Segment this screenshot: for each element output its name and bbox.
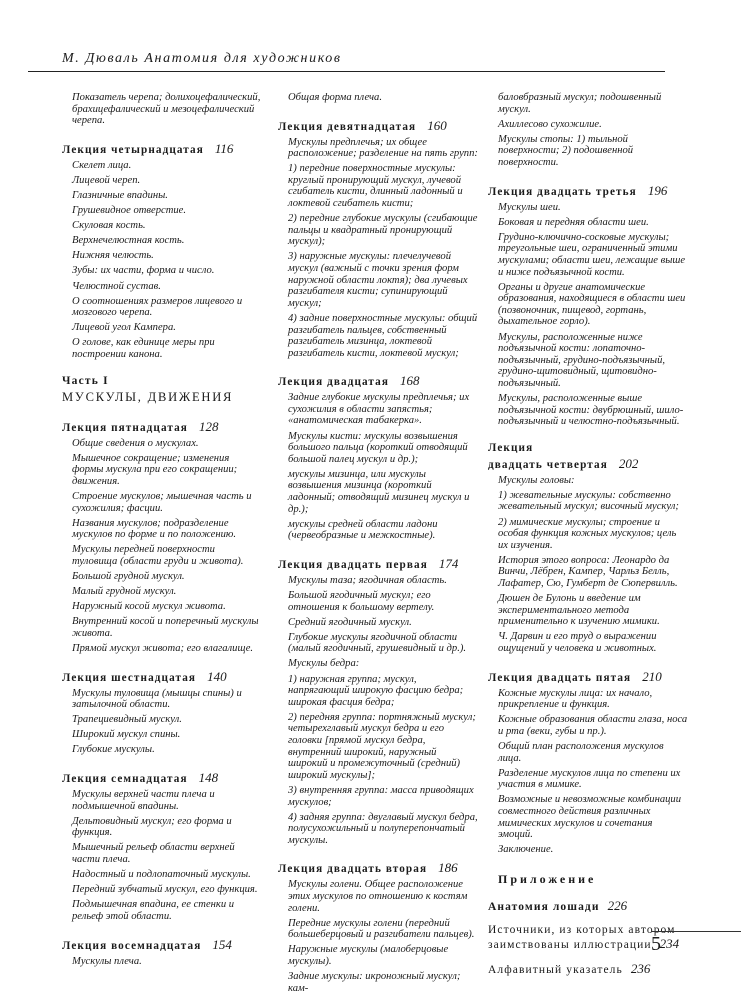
lecture-page-number: 174: [438, 555, 459, 571]
toc-entry: Заключение.: [498, 844, 554, 856]
toc-entry: Мускулы, расположенные ниже подъязычной кости: лопаточно-подъязычный, грудино-подъязычный, грудино-щитовидный, щитовидно-подъязычный.: [498, 331, 666, 389]
toc-entry: 4) задние поверхностные мускулы: общий разгибатель пальцев, собственный разгибатель мизинца, локтевой разгибатель кисти, локтевой мускул;: [288, 312, 478, 359]
toc-entry: Боковая и передняя области шеи.: [498, 216, 649, 228]
toc-entry: Зубы: их части, форма и число.: [72, 265, 215, 277]
lecture-page-number: 140: [207, 668, 227, 684]
toc-entry: Лицевой угол Кампера.: [72, 322, 176, 334]
toc-entry: Мускулы голени. Общее расположение этих мускулов по отношению к костям голени.: [288, 879, 468, 914]
appendix-title: Приложение: [498, 871, 597, 886]
lecture-20: [278, 373, 478, 542]
toc-entry: Верхнечелюстная кость.: [72, 235, 185, 247]
lecture-17: [62, 770, 262, 922]
appendix-label: Источники, из которых автором заимствованы иллюстрации: [488, 923, 676, 951]
toc-entry: Малый грудной мускул.: [72, 586, 177, 598]
toc-entry: Передние мускулы голени (передний большеберцовый и разгибатели пальцев).: [288, 917, 475, 941]
toc-entry: Дельтовидный мускул; его форма и функция.: [72, 815, 232, 839]
lecture-title: Лекция двадцатая: [278, 376, 389, 389]
toc-entry: Прямой мускул живота; его влагалище.: [72, 643, 254, 654]
toc-entry: Органы и другие анатомические образования, находящиеся в области шеи (позвоночник, пищевод, гортань, дыхательное горло).: [498, 281, 686, 328]
toc-entry: 1) наружная группа; мускул, напрягающий широкую фасцию бедра; широкая фасция бедра;: [288, 673, 464, 708]
lecture-title: Лекция двадцать первая: [278, 558, 428, 571]
lecture-title: Лекция двадцать пятая: [488, 671, 632, 684]
toc-entry: Мускулы, расположенные выше подъязычной кости: двубрюшный, шило-подъязычный и челюстно-подъязычный.: [498, 392, 684, 428]
toc-entry: Подмышечная впадина, ее стенки и рельеф этой области.: [72, 899, 235, 922]
lecture-18: [62, 937, 262, 968]
toc-entry: Глубокие мускулы.: [72, 744, 155, 756]
toc-entry: Показатель черепа; долихоцефалический, брахицефалический и мезоцефалический черепа.: [72, 92, 261, 127]
lecture-heading: [62, 770, 262, 786]
toc-entry: Мышечное сокращение; изменения формы мускула при его сокращении; движения.: [72, 452, 238, 487]
appendix-page-number: 226: [607, 897, 628, 913]
toc-entry: Наружный косой мускул живота.: [72, 601, 226, 613]
toc-entry: Разделение мускулов лица по степени их участия в мимике.: [498, 767, 681, 791]
lecture-heading: [488, 456, 688, 472]
toc-entry: Общие сведения о мускулах.: [72, 437, 199, 449]
lecture-heading: [278, 118, 478, 134]
toc-entry: Грудино-ключично-сосковые мускулы; треугольные шеи, ограниченный этими мускулами; области шеи, лежащие выше и ниже подъязычной кости.: [498, 231, 686, 278]
toc-entry: Челюстной сустав.: [72, 280, 161, 292]
appendix-entry: [488, 962, 688, 977]
toc-entry: Мускулы верхней части плеча и подмышечной впадины.: [72, 789, 215, 812]
lecture-15: [62, 419, 262, 655]
toc-entry: Трапециевидный мускул.: [72, 714, 182, 726]
toc-entry: Строение мускулов; мышечная часть и сухожилия; фасции.: [72, 490, 252, 514]
toc-entry: 2) мимические мускулы; строение и особая функция кожных мускулов; цель их изучения.: [498, 516, 677, 551]
toc-column-1: [62, 92, 262, 971]
toc-entry: Средний ягодичный мускул.: [288, 616, 412, 628]
page-number: 5: [651, 933, 661, 955]
lecture-14: [62, 141, 262, 361]
toc-entry: Широкий мускул спины.: [72, 729, 181, 741]
lecture-21: [278, 556, 478, 846]
toc-entry: Общий план расположения мускулов лица.: [498, 740, 664, 764]
toc-entry: Мускулы передней поверхности туловища (области груди и живота).: [72, 544, 244, 567]
toc-entry: Грушевидное отверстие.: [72, 205, 186, 217]
toc-entry: Мускулы головы:: [498, 474, 575, 486]
toc-entry: Мускулы шеи.: [498, 201, 561, 213]
toc-entry: 3) наружные мускулы: плечелучевой мускул (важный с точки зрения форм наружной области локтя); два лучевых разгибателя кисти; супинирующий мускул;: [288, 251, 468, 309]
lecture-heading: [62, 937, 262, 953]
toc-entry: мускулы мизинца, или мускулы возвышения мизинца (короткий ладонный; отводящий мизинец мускул и др.);: [288, 468, 470, 515]
lecture-24: [488, 442, 688, 655]
part-label: Часть I: [62, 374, 109, 387]
lecture-title: Лекция девятнадцатая: [278, 120, 417, 133]
lecture-page-number: 154: [212, 936, 232, 952]
toc-entry: Задние глубокие мускулы предплечья; их сухожилия в области запястья; «анатомическая табакерка».: [288, 392, 470, 427]
toc-entry: Названия мускулов; подразделение мускулов по форме и по положению.: [72, 517, 237, 541]
toc-entry: Большой ягодичный мускул; его отношения к большому вертелу.: [288, 590, 435, 613]
lecture-title: Лекция пятнадцатая: [62, 421, 188, 434]
lecture-page-number: 196: [647, 182, 668, 198]
toc-entry: Задние мускулы: икроножный мускул; кам-: [288, 971, 461, 994]
footer-rule: [651, 931, 741, 932]
lecture-page-number: 186: [438, 860, 458, 876]
lecture-title: Лекция семнадцатая: [62, 773, 188, 786]
toc-entry: Возможные и невозможные комбинации совместного действия различных мимических мускулов и сочетания эмоций.: [498, 794, 682, 841]
toc-entry: 2) передние глубокие мускулы (сгибающие пальцы и квадратный пронирующий мускул);: [288, 213, 478, 248]
appendix-page-number: 236: [630, 960, 651, 976]
lecture-page-number: 168: [400, 373, 420, 389]
lecture-16: [62, 669, 262, 756]
toc-entry: Наружные мускулы (малоберцовые мускулы).: [288, 944, 449, 967]
toc-entry: Мускулы таза; ягодичная область.: [288, 574, 447, 586]
toc-entry: О соотношениях размеров лицевого и мозгового черепа.: [72, 295, 243, 319]
toc-entry: Мускулы предплечья; их общее расположение; разделение на пять групп:: [288, 136, 478, 160]
lecture-25: [488, 669, 688, 856]
lecture-page-number: 116: [214, 140, 234, 156]
toc-entry: Мускулы кисти: мускулы возвышения большого пальца (короткий отводящий большой палец мускул и др.);: [288, 430, 468, 465]
lecture-title: двадцать четвертая: [488, 458, 608, 471]
toc-entry: мускулы средней области ладони (червеобразные и межкостные).: [288, 518, 438, 542]
toc-entry: 1) передние поверхностные мускулы: круглый пронирующий мускул, лучевой сгибатель кисти, длинный ладонный и локтевой сгибатель кисти;: [288, 163, 463, 210]
lecture-page-number: 210: [642, 668, 662, 684]
toc-entry: Ахиллесово сухожилие.: [498, 118, 602, 130]
header-rule: [28, 71, 665, 72]
appendix-label: Алфавитный указатель: [488, 963, 623, 976]
lecture-title: Лекция двадцать третья: [488, 185, 637, 198]
part-title: МУСКУЛЫ, ДВИЖЕНИЯ: [62, 389, 234, 404]
toc-column-3: [488, 92, 688, 987]
toc-entry: баловбразный мускул; подошвенный мускул.: [498, 92, 662, 115]
toc-entry: 1) жевательные мускулы: собственно жевательный мускул; височный мускул;: [498, 489, 679, 513]
toc-entry: Мускулы бедра:: [288, 658, 360, 670]
toc-entry: Большой грудной мускул.: [72, 571, 185, 583]
toc-entry: Нижняя челюсть.: [72, 250, 154, 262]
toc-entry: Ч. Дарвин и его труд о выражении ощущений у человека и животных.: [498, 631, 657, 654]
toc-entry: Мускулы стопы: 1) тыльной поверхности; 2) подошвенной поверхности.: [498, 133, 634, 168]
appendix-label: Анатомия лошади: [488, 900, 600, 913]
toc-entry: История этого вопроса: Леонардо да Винчи, Лёбрен, Кампер, Чарльз Белль, Лафатер, Сю, Гумберт де Сюпервилль.: [498, 554, 678, 589]
toc-entry: О голове, как единице меры при построении канона.: [72, 337, 215, 360]
toc-entry: Лицевой череп.: [72, 174, 141, 186]
lecture-heading: [62, 141, 262, 157]
toc-entry: Скелет лица.: [72, 159, 132, 171]
lecture-page-number: 128: [198, 418, 219, 434]
lecture-page-number: 202: [618, 455, 639, 471]
lecture-heading: [278, 373, 478, 389]
lecture-heading: [278, 860, 478, 876]
toc-column-2: [278, 92, 478, 998]
toc-entry: Передний зубчатый мускул, его функция.: [72, 884, 258, 896]
lecture-heading: [488, 183, 688, 199]
toc-entry: 4) задняя группа: двуглавый мускул бедра, полусухожильный и полуперепончатый мускулы.: [288, 811, 478, 846]
appendix-page-number: 234: [659, 935, 680, 951]
lecture-title: Лекция двадцать вторая: [278, 863, 428, 876]
lecture-heading: [278, 556, 478, 572]
appendix-entry: [488, 899, 688, 914]
lecture-19: [278, 118, 478, 360]
toc-entry: Надостный и подлопаточный мускулы.: [72, 869, 251, 881]
lecture-page-number: 160: [427, 117, 447, 133]
toc-entry: Мышечный рельеф области верхней части плеча.: [72, 842, 235, 866]
running-head: М. Дюваль Анатомия для художников: [62, 51, 342, 66]
toc-entry: Внутренний косой и поперечный мускулы живота.: [72, 616, 259, 639]
lecture-heading: [488, 669, 688, 685]
toc-entry: 2) передняя группа: портняжный мускул; четырехглавый мускул бедра и его головки [прямой мускул бедра, внутренний широкий, наружный широкий и промежуточный (средний) широкий мускулы];: [288, 711, 476, 781]
toc-entry: 3) внутренняя группа: масса приводящих мускулов;: [288, 784, 474, 808]
toc-entry: Мускулы туловища (мышцы спины) и затылочной области.: [72, 687, 242, 711]
toc-entry: Глубокие мускулы ягодичной области (малый ягодичный, грушевидный и др.).: [288, 631, 467, 655]
toc-entry: Скуловая кость.: [72, 220, 146, 232]
toc-entry: Кожные образования области глаза, носа и рта (веки, губы и пр.).: [498, 714, 688, 737]
toc-entry: Мускулы плеча.: [72, 955, 142, 967]
lecture-23: [488, 183, 688, 428]
lecture-title: Лекция шестнадцатая: [62, 671, 197, 684]
toc-entry: Дюшен де Булонь и введение им экспериментального метода применительно к изучению мимики.: [498, 593, 660, 628]
lecture-title: Лекция четырнадцатая: [62, 143, 204, 156]
lecture-title: Лекция восемнадцатая: [62, 939, 202, 952]
lecture-heading: [62, 669, 262, 685]
lecture-page-number: 148: [198, 770, 219, 786]
toc-entry: Общая форма плеча.: [288, 92, 383, 103]
toc-entry: Глазничные впадины.: [72, 189, 168, 201]
lecture-heading: [62, 419, 262, 435]
toc-entry: Кожные мускулы лица: их начало, прикрепление и функция.: [498, 687, 653, 711]
lecture-22: [278, 860, 478, 994]
lecture-heading-line1: Лекция: [488, 441, 534, 454]
